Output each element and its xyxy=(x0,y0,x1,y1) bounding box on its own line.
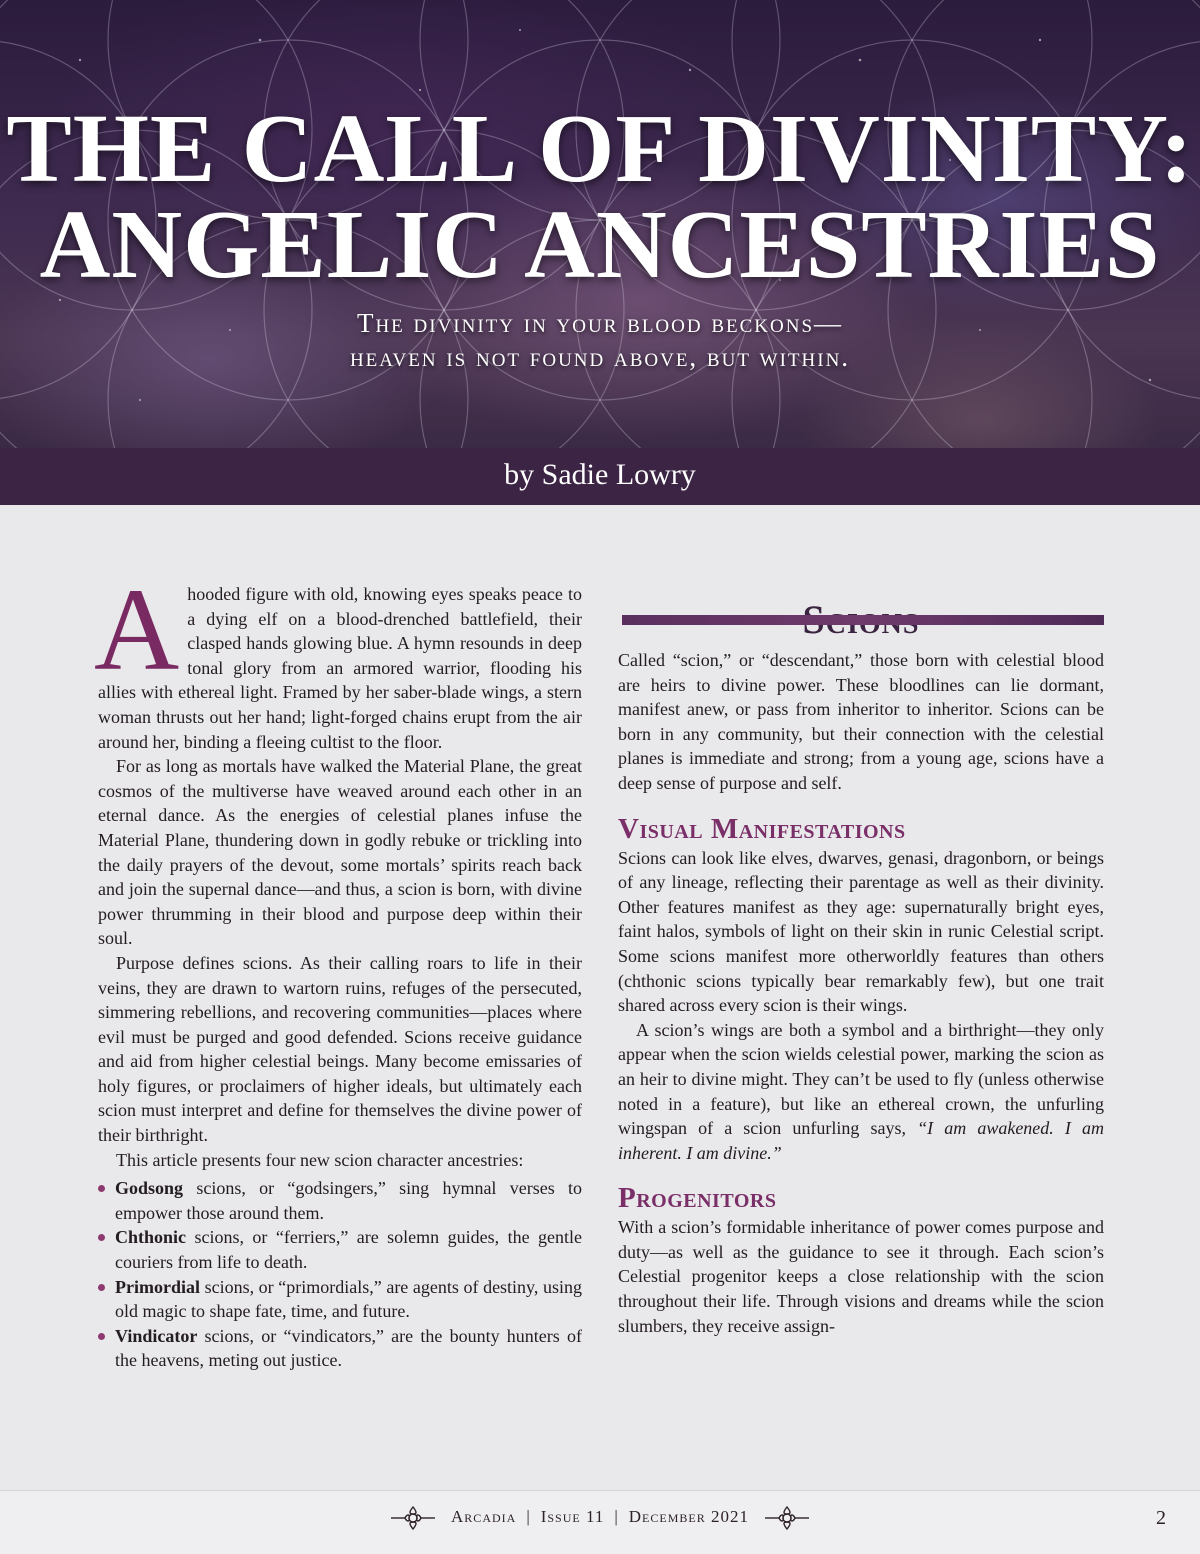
flourish-right-icon xyxy=(763,1505,811,1531)
paragraph-scions: Called “scion,” or “descendant,” those born with celestial blood are heirs to divine power. These bloodlines can lie dormant, manifest anew, or pass from inheritor to inheritor. Scions can be born in any community, but their connection with the celestial planes is immediate and strong; from a young age, scions have a deep sense of purpose and self. xyxy=(618,650,1104,793)
bullet-icon xyxy=(98,1284,105,1291)
intro-paragraph xyxy=(94,564,582,754)
bullet-icon xyxy=(98,1333,105,1340)
bullet-icon xyxy=(98,1234,105,1241)
drop-cap: A xyxy=(94,564,180,695)
paragraph-visual-2 xyxy=(618,1018,1104,1166)
wings-quote: “I am awakened. I am inherent. I am divine.” xyxy=(618,1118,1104,1163)
ancestry-name: Primordial xyxy=(115,1276,200,1297)
spacer xyxy=(618,1165,1104,1181)
tagline-line-1: The divinity in your blood beckons— xyxy=(356,308,844,338)
paragraph-progenitors: With a scion’s formidable inheritance of power comes purpose and duty—as well as the guidance to see it through. Each scion’s Celestial progenitor keeps a close relationship with the scion throughout their life. Through visions and dreams while the scion slumbers, they receive assign- xyxy=(618,1217,1104,1336)
flourish-left-icon xyxy=(389,1505,437,1531)
wings-text: A scion’s wings are both a symbol and a birthright—they only appear when the scion wields celestial power, marking the scion as an heir to divine might. They can’t be used to fly (unless otherwise noted in a feature), but like an ethereal crown, the unfurling wingspan of a scion unfurling says, xyxy=(618,1019,1104,1139)
tagline-line-2: heaven is not found above, but within. xyxy=(349,342,851,372)
subheading-progenitors: Progenitors xyxy=(618,1182,777,1215)
list-item xyxy=(98,1225,582,1274)
spacer xyxy=(618,796,1104,812)
paragraph-visual-1: Scions can look like elves, dwarves, genasi, dragonborn, or beings of any lineage, reflecting their parentage as well as their divinity. Other features manifest as they age: supernaturally bright eyes, faint halos, symbols of light on their skin in runic Celestial script. Some scions manifest more otherworldly features than others (chthonic scions typically bear remarkably few), but one trait shared across every scion is their wings. xyxy=(618,847,1104,1016)
ancestry-description: scions, or “ferriers,” are solemn guides, the gentle couriers from life to death. xyxy=(115,1227,582,1273)
page-footer xyxy=(0,1490,1200,1554)
ancestry-description: scions, or “vindicators,” are the bounty hunters of the heavens, meting out justice. xyxy=(115,1325,582,1371)
list-item xyxy=(98,1176,582,1225)
issue-date: December 2021 xyxy=(628,1506,749,1526)
list-item xyxy=(98,1324,582,1373)
ancestry-name: Vindicator xyxy=(115,1325,198,1346)
left-column xyxy=(94,564,582,1373)
section-divider xyxy=(622,615,1104,625)
ancestry-name: Chthonic xyxy=(115,1227,187,1248)
ancestry-name: Godsong xyxy=(115,1178,184,1199)
paragraph-purpose: Purpose defines scions. As their calling roars to life in their veins, they are drawn to wartorn ruins, refuges of the persecuted, simmering rebellions, and recovering communities—places where evil must be purged and good defended. Scions receive guidance and aid from higher celestial beings. Many become emissaries of holy figures, or proclaimers of higher ideals, but ultimately each scion must interpret and define for themselves the divine power of their birthright. xyxy=(98,952,582,1146)
right-column xyxy=(618,648,1104,1338)
article-title-line-2: ANGELIC ANCESTRIES xyxy=(39,191,1161,299)
header-banner xyxy=(0,0,1200,448)
paragraph-material-plane: For as long as mortals have walked the Material Plane, the great cosmos of the multiverse have weaved around each other in an eternal dance. As the energies of celestial planes infuse the Material Plane, thundering down in godly rebuke or trickling into the daily prayers of the devout, some mortals’ spirits reach back and join the supernal dance—and thus, a scion is born, with divine power thrumming in their blood and purpose deep within their soul. xyxy=(98,756,582,949)
footer-separator: | xyxy=(614,1506,619,1526)
paragraph-article-presents: This article presents four new scion character ancestries: xyxy=(116,1149,524,1170)
page-number: 2 xyxy=(1156,1507,1166,1529)
ancestry-description: scions, or “primordials,” are agents of destiny, using old magic to shape fate, time, and future. xyxy=(115,1276,582,1322)
byline: by Sadie Lowry xyxy=(0,448,1200,505)
ancestry-list xyxy=(98,1176,582,1373)
footer-separator: | xyxy=(526,1506,531,1526)
intro-text: hooded figure with old, knowing eyes speaks peace to a dying elf on a blood-drenched battlefield, their clasped hands glowing blue. A hymn resounds in deep tonal glory from an armored warrior, flooding his allies with ethereal light. Framed by her saber-blade wings, a stern woman thrusts out her hand; light-forged chains erupt from the air around her, binding a fleeing cultist to the floor. xyxy=(98,584,582,752)
bullet-icon xyxy=(98,1185,105,1192)
footer-publication-info xyxy=(0,1505,1200,1531)
list-item xyxy=(98,1275,582,1324)
article-title-line-1: THE CALL OF DIVINITY: xyxy=(6,95,1194,203)
subheading-visual-manifestations: Visual Manifestations xyxy=(618,812,906,845)
issue-number: Issue 11 xyxy=(540,1506,605,1526)
publication-name: Arcadia xyxy=(451,1506,517,1526)
ancestry-description: scions, or “godsingers,” sing hymnal verses to empower those around them. xyxy=(115,1178,582,1223)
